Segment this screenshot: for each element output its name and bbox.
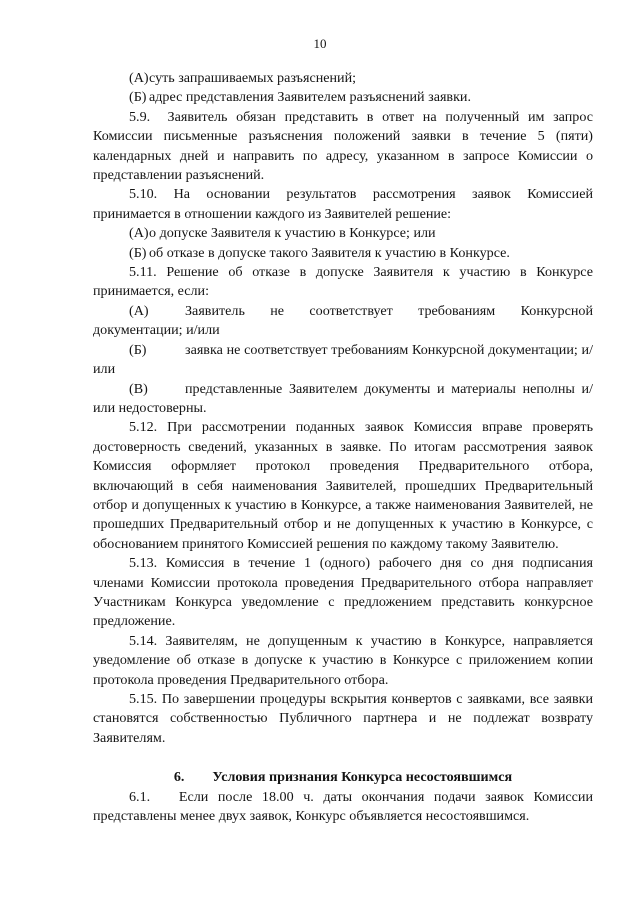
paragraph: 5.12. При рассмотрении поданных заявок Комиссия вправе проверять достоверность сведений, указанных в заявке. По итогам рассмотрения заявок Комиссия оформляет протокол проведения Предварительного отбора, включающий в себя наименования Заявителей, прошедших Предварительный отбор и допущенных к участию в Конкурсе, а также наименования Заявителей, не прошедших Предварительный отбор и не допущенных к участию в Конкурсе, с обоснованием принятого Комиссией решения по каждому такому Заявителю. bbox=[93, 419, 593, 552]
list-marker: (Б) bbox=[129, 341, 147, 358]
list-item bbox=[93, 88, 593, 107]
paragraph: 5.14. Заявителям, не допущенным к участию в Конкурсе, направляется уведомление об отказе в допуске к участию в Конкурсе с приложением копии протокола проведения Предварительного отбора. bbox=[93, 632, 593, 688]
list-item-text: представленные Заявителем документы и материалы неполны и/или недостоверны. bbox=[93, 380, 593, 416]
list-item bbox=[93, 341, 593, 380]
section-number: 6. bbox=[173, 769, 185, 786]
list-marker: (А) bbox=[129, 302, 149, 319]
list-marker: (Б) bbox=[129, 244, 147, 261]
document-body bbox=[93, 69, 593, 826]
section-title: Условия признания Конкурса несостоявшимся bbox=[212, 769, 513, 786]
list-item bbox=[93, 302, 593, 341]
list-item bbox=[93, 380, 593, 419]
paragraph: 6.1. Если после 18.00 ч. даты окончания подачи заявок Комиссии представлены менее двух заявок, Конкурс объявляется несостоявшимся. bbox=[93, 788, 593, 825]
paragraph: 5.15. По завершении процедуры вскрытия конвертов с заявками, все заявки становятся собственностью Публичного партнера и не подлежат возврату Заявителям. bbox=[93, 691, 593, 746]
list-item-text: Заявитель не соответствует требованиям Конкурсной документации; и/или bbox=[93, 302, 593, 339]
list-marker: (А) bbox=[129, 70, 149, 86]
list-item-text: адрес представления Заявителем разъяснений заявки. bbox=[149, 89, 471, 106]
list-item bbox=[93, 69, 593, 88]
list-marker: (В) bbox=[129, 380, 148, 397]
list-item-text: суть запрашиваемых разъяснений; bbox=[149, 70, 357, 86]
list-item bbox=[93, 224, 593, 243]
page-number: 10 bbox=[313, 36, 327, 51]
paragraph: 5.10. На основании результатов рассмотрения заявок Комиссией принимается в отношении каждого из Заявителей решение: bbox=[93, 186, 593, 222]
section-heading bbox=[93, 768, 593, 787]
list-marker: (Б) bbox=[129, 89, 147, 106]
list-marker: (А) bbox=[129, 225, 149, 242]
section-gap bbox=[93, 748, 593, 768]
paragraph: 5.9. Заявитель обязан представить в ответ на полученный им запрос Комиссии письменные разъяснения положений заявки в течение 5 (пяти) календарных дней и направить по адресу, указанном в запросе Комиссии о представлении разъяснений. bbox=[93, 108, 593, 184]
list-item bbox=[93, 244, 593, 263]
paragraph: 5.13. Комиссия в течение 1 (одного) рабочего дня со дня подписания членами Комиссии протокола проведения Предварительного отбора направляет Участникам Конкурса уведомление с предложением представить конкурсное предложение. bbox=[93, 555, 593, 630]
list-item-text: заявка не соответствует требованиям Конкурсной документации; и/или bbox=[93, 341, 593, 378]
paragraph: 5.11. Решение об отказе в допуске Заявителя к участию в Конкурсе принимается, если: bbox=[93, 264, 593, 300]
list-item-text: об отказе в допуске такого Заявителя к участию в Конкурсе. bbox=[149, 244, 510, 261]
list-item-text: о допуске Заявителя к участию в Конкурсе; или bbox=[149, 225, 436, 242]
